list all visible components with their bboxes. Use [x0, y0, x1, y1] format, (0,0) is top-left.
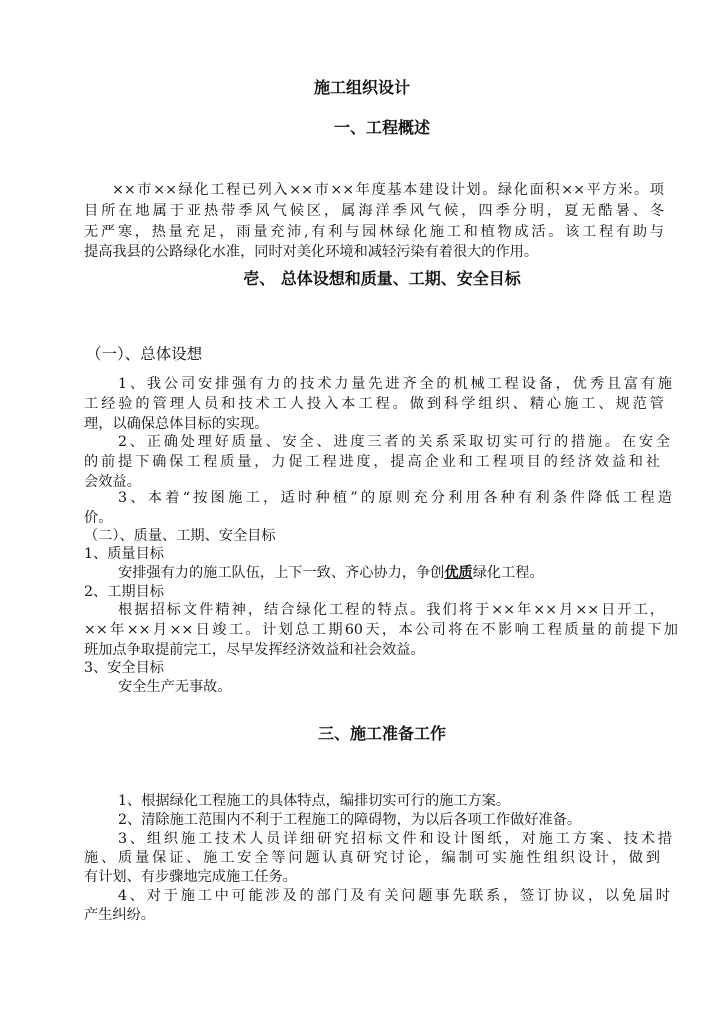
preparation-line: 4、对于施工中可能涉及的部门及有关问题事先联系，签订协议，以免届时 — [118, 888, 670, 904]
safety-target-text: 安全生产无事故。 — [118, 679, 232, 695]
plan-line: 工经验的管理人员和技术工人投入本工程。做到科学组织、精心施工、规范管 — [84, 396, 664, 412]
plan-line: 2、正确处理好质量、安全、进度三者的关系采取切实可行的措施。在安全 — [118, 434, 670, 450]
schedule-line: 根据招标文件精神，结合绿化工程的特点。我们将于××年××月××日开工， — [118, 602, 664, 618]
plan-line: 会效益。 — [84, 474, 141, 490]
subsection-heading-targets: （二）、质量、工期、安全目标 — [84, 528, 276, 544]
overview-line: 提高我县的公路绿化水准，同时对美化环境和减轻污染有着很大的作用。 — [84, 244, 539, 260]
preparation-line: 产生纠纷。 — [84, 907, 155, 923]
preparation-line: 1、根据绿化工程施工的具体特点，编排切实可行的施工方案。 — [118, 793, 511, 809]
document-title: 施工组织设计 — [313, 78, 410, 97]
quality-emphasis: 优质 — [444, 565, 473, 581]
section-heading-overview: 一、工程概述 — [333, 118, 430, 137]
quality-target-heading: 1、质量目标 — [84, 546, 164, 562]
plan-line: 1、我公司安排强有力的技术力量先进齐全的机械工程设备，优秀且富有施 — [118, 376, 672, 392]
section-heading-preparation: 三、施工准备工作 — [317, 724, 446, 743]
schedule-line: 班加点争取提前完工，尽早发挥经济效益和社会效益。 — [84, 642, 425, 658]
safety-target-heading: 3、安全目标 — [84, 660, 164, 676]
overview-line: 目所在地属于亚热带季风气候区，属海洋季风气候，四季分明，夏无酷暑、冬 — [84, 203, 664, 219]
preparation-line: 有计划、有步骤地完成施工任务。 — [84, 869, 297, 885]
quality-text-after: 绿化工程。 — [472, 565, 544, 581]
schedule-target-heading: 2、工期目标 — [84, 584, 164, 600]
preparation-line: 3、组织施工技术人员详细研究招标文件和设计图纸，对施工方案、技术措 — [118, 831, 672, 847]
section-heading-goals: 壱、 总体设想和质量、工期、安全目标 — [243, 269, 521, 288]
overview-line: 无严寒，热量充足，雨量充沛,有利与园林绿化施工和植物成活。该工程有助与 — [84, 224, 664, 240]
subsection-heading-overall-plan: （一）、总体设想 — [86, 345, 203, 363]
plan-line: 价。 — [84, 510, 113, 526]
quality-text-before: 安排强有力的施工队伍，上下一致、齐心协力，争创 — [118, 565, 445, 581]
preparation-line: 施、质量保证、施工安全等问题认真研究讨论，编制可实施性组织设计，做到 — [84, 850, 660, 866]
schedule-line: ××年××月××日竣工。计划总工期60天，本公司将在不影响工程质量的前提下加 — [84, 622, 678, 638]
plan-line: 的前提下确保工程质量，力促工程进度，提高企业和工程项目的经济效益和社 — [84, 454, 660, 470]
quality-target-text — [118, 563, 544, 583]
plan-line: 3、本着“按图施工，适时种植”的原则充分利用各种有利条件降低工程造 — [118, 490, 672, 506]
overview-line: ××市××绿化工程已列入××市××年度基本建设计划。绿化面积××平方米。项 — [112, 182, 664, 198]
preparation-line: 2、清除施工范围内不利于工程施工的障碍物，为以后各项工作做好准备。 — [118, 812, 582, 828]
plan-line: 理，以确保总体目标的实现。 — [84, 416, 269, 432]
